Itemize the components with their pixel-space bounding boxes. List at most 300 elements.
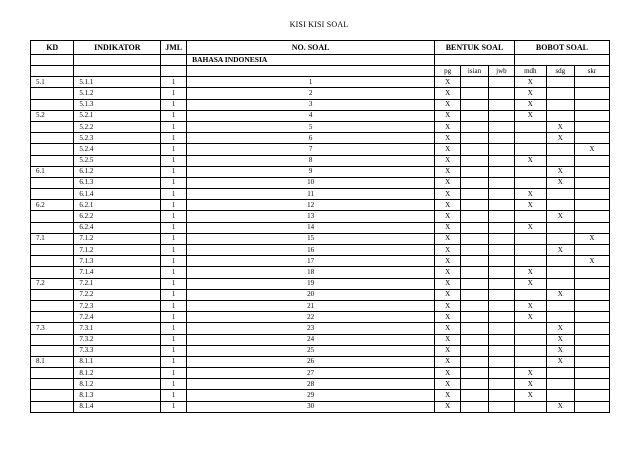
jml-cell: 1 [161, 334, 187, 345]
jml-cell: 1 [161, 267, 187, 278]
mdh-cell [514, 121, 546, 132]
jml-cell: 1 [161, 155, 187, 166]
isian-cell [461, 88, 489, 99]
table-row [31, 155, 610, 166]
empty-cell [74, 66, 161, 77]
table-row [31, 368, 610, 379]
mdh-cell [514, 211, 546, 222]
indikator-cell: 8.1.1 [74, 356, 161, 367]
jml-cell: 1 [161, 245, 187, 256]
jml-cell: 1 [161, 211, 187, 222]
header-bentuk-soal: BENTUK SOAL [435, 41, 515, 55]
subheader-sdg: sdg [546, 66, 574, 77]
isian-cell [461, 323, 489, 334]
jml-cell: 1 [161, 88, 187, 99]
kd-cell [31, 390, 74, 401]
no-soal-cell: 5 [187, 121, 435, 132]
indikator-cell: 7.2.4 [74, 312, 161, 323]
sdg-cell: X [546, 133, 574, 144]
jwb-cell [488, 300, 514, 311]
kd-cell [31, 121, 74, 132]
header-row [31, 41, 610, 55]
isian-cell [461, 110, 489, 121]
indikator-cell: 7.1.3 [74, 256, 161, 267]
kd-cell: 6.1 [31, 166, 74, 177]
skr-cell [574, 189, 609, 200]
isian-cell [461, 379, 489, 390]
indikator-cell: 6.1.3 [74, 177, 161, 188]
mdh-cell: X [514, 99, 546, 110]
indikator-cell: 8.1.2 [74, 379, 161, 390]
isian-cell [461, 267, 489, 278]
mdh-cell: X [514, 312, 546, 323]
mdh-cell: X [514, 200, 546, 211]
mdh-cell [514, 345, 546, 356]
no-soal-cell: 24 [187, 334, 435, 345]
no-soal-cell: 6 [187, 133, 435, 144]
skr-cell [574, 323, 609, 334]
table-row [31, 166, 610, 177]
header-indikator: INDIKATOR [74, 41, 161, 55]
isian-cell [461, 256, 489, 267]
jml-cell: 1 [161, 222, 187, 233]
indikator-cell: 7.3.1 [74, 323, 161, 334]
no-soal-cell: 25 [187, 345, 435, 356]
jwb-cell [488, 177, 514, 188]
kd-cell [31, 368, 74, 379]
jml-cell: 1 [161, 166, 187, 177]
no-soal-cell: 4 [187, 110, 435, 121]
jml-cell: 1 [161, 323, 187, 334]
jwb-cell [488, 133, 514, 144]
jml-cell: 1 [161, 278, 187, 289]
no-soal-cell: 28 [187, 379, 435, 390]
table-row [31, 334, 610, 345]
table-row [31, 200, 610, 211]
pg-cell: X [435, 121, 461, 132]
isian-cell [461, 368, 489, 379]
table-row [31, 133, 610, 144]
subject-row [31, 55, 610, 66]
pg-cell: X [435, 233, 461, 244]
jwb-cell [488, 189, 514, 200]
table-row [31, 144, 610, 155]
isian-cell [461, 401, 489, 412]
sdg-cell [546, 155, 574, 166]
isian-cell [461, 99, 489, 110]
empty-cell [514, 55, 609, 66]
skr-cell [574, 356, 609, 367]
mdh-cell [514, 356, 546, 367]
empty-cell [31, 66, 74, 77]
jwb-cell [488, 200, 514, 211]
kd-cell: 5.2 [31, 110, 74, 121]
indikator-cell: 7.1.2 [74, 233, 161, 244]
skr-cell [574, 99, 609, 110]
indikator-cell: 5.2.2 [74, 121, 161, 132]
sdg-cell [546, 189, 574, 200]
no-soal-cell: 8 [187, 155, 435, 166]
kd-cell [31, 99, 74, 110]
skr-cell: X [574, 233, 609, 244]
mdh-cell: X [514, 77, 546, 88]
jwb-cell [488, 88, 514, 99]
skr-cell [574, 245, 609, 256]
jwb-cell [488, 121, 514, 132]
table-row [31, 99, 610, 110]
pg-cell: X [435, 99, 461, 110]
pg-cell: X [435, 144, 461, 155]
table-row [31, 312, 610, 323]
jwb-cell [488, 312, 514, 323]
jwb-cell [488, 256, 514, 267]
skr-cell [574, 166, 609, 177]
sdg-cell [546, 77, 574, 88]
no-soal-cell: 21 [187, 300, 435, 311]
jml-cell: 1 [161, 200, 187, 211]
jwb-cell [488, 77, 514, 88]
subheader-mdh: mdh [514, 66, 546, 77]
isian-cell [461, 77, 489, 88]
jwb-cell [488, 356, 514, 367]
isian-cell [461, 177, 489, 188]
isian-cell [461, 211, 489, 222]
isian-cell [461, 312, 489, 323]
indikator-cell: 6.2.4 [74, 222, 161, 233]
indikator-cell: 5.1.2 [74, 88, 161, 99]
pg-cell: X [435, 300, 461, 311]
jwb-cell [488, 401, 514, 412]
pg-cell: X [435, 155, 461, 166]
isian-cell [461, 200, 489, 211]
skr-cell [574, 110, 609, 121]
mdh-cell: X [514, 110, 546, 121]
kd-cell [31, 289, 74, 300]
kd-cell [31, 256, 74, 267]
jml-cell: 1 [161, 300, 187, 311]
pg-cell: X [435, 177, 461, 188]
jwb-cell [488, 267, 514, 278]
isian-cell [461, 334, 489, 345]
sdg-cell [546, 267, 574, 278]
no-soal-cell: 13 [187, 211, 435, 222]
isian-cell [461, 278, 489, 289]
no-soal-cell: 22 [187, 312, 435, 323]
jml-cell: 1 [161, 379, 187, 390]
kd-cell [31, 334, 74, 345]
sdg-cell [546, 379, 574, 390]
empty-cell [31, 55, 74, 66]
jwb-cell [488, 390, 514, 401]
isian-cell [461, 166, 489, 177]
mdh-cell [514, 334, 546, 345]
skr-cell [574, 289, 609, 300]
sdg-cell: X [546, 211, 574, 222]
indikator-cell: 7.2.3 [74, 300, 161, 311]
jwb-cell [488, 166, 514, 177]
mdh-cell [514, 177, 546, 188]
table-row [31, 278, 610, 289]
subheader-jwb: jwb [488, 66, 514, 77]
no-soal-cell: 2 [187, 88, 435, 99]
isian-cell [461, 155, 489, 166]
pg-cell: X [435, 88, 461, 99]
no-soal-cell: 29 [187, 390, 435, 401]
table-row [31, 233, 610, 244]
kd-cell: 7.3 [31, 323, 74, 334]
indikator-cell: 6.1.2 [74, 166, 161, 177]
pg-cell: X [435, 312, 461, 323]
mdh-cell [514, 323, 546, 334]
jml-cell: 1 [161, 401, 187, 412]
jml-cell: 1 [161, 177, 187, 188]
jml-cell: 1 [161, 368, 187, 379]
jml-cell: 1 [161, 110, 187, 121]
pg-cell: X [435, 267, 461, 278]
skr-cell [574, 368, 609, 379]
mdh-cell [514, 256, 546, 267]
table-row [31, 189, 610, 200]
mdh-cell: X [514, 222, 546, 233]
skr-cell [574, 390, 609, 401]
subheader-skr: skr [574, 66, 609, 77]
indikator-cell: 8.1.3 [74, 390, 161, 401]
skr-cell [574, 211, 609, 222]
sdg-cell: X [546, 334, 574, 345]
no-soal-cell: 11 [187, 189, 435, 200]
indikator-cell: 5.1.1 [74, 77, 161, 88]
empty-cell [161, 66, 187, 77]
pg-cell: X [435, 166, 461, 177]
skr-cell [574, 222, 609, 233]
sdg-cell [546, 233, 574, 244]
indikator-cell: 7.2.2 [74, 289, 161, 300]
sdg-cell [546, 110, 574, 121]
jwb-cell [488, 278, 514, 289]
empty-cell [74, 55, 161, 66]
sdg-cell [546, 300, 574, 311]
table-row [31, 379, 610, 390]
mdh-cell: X [514, 390, 546, 401]
jml-cell: 1 [161, 144, 187, 155]
table-row [31, 177, 610, 188]
no-soal-cell: 15 [187, 233, 435, 244]
kd-cell [31, 133, 74, 144]
isian-cell [461, 289, 489, 300]
kd-cell [31, 401, 74, 412]
pg-cell: X [435, 323, 461, 334]
pg-cell: X [435, 133, 461, 144]
jwb-cell [488, 323, 514, 334]
skr-cell [574, 200, 609, 211]
skr-cell [574, 300, 609, 311]
table-row [31, 390, 610, 401]
sdg-cell [546, 312, 574, 323]
mdh-cell: X [514, 278, 546, 289]
jwb-cell [488, 245, 514, 256]
mdh-cell [514, 245, 546, 256]
mdh-cell [514, 401, 546, 412]
no-soal-cell: 9 [187, 166, 435, 177]
no-soal-cell: 23 [187, 323, 435, 334]
jml-cell: 1 [161, 345, 187, 356]
indikator-cell: 7.3.3 [74, 345, 161, 356]
table-row [31, 300, 610, 311]
kisi-kisi-table [30, 40, 610, 413]
sdg-cell: X [546, 401, 574, 412]
no-soal-cell: 17 [187, 256, 435, 267]
mdh-cell [514, 289, 546, 300]
sdg-cell [546, 99, 574, 110]
kd-cell: 7.1 [31, 233, 74, 244]
kd-cell [31, 267, 74, 278]
indikator-cell: 8.1.4 [74, 401, 161, 412]
table-row [31, 222, 610, 233]
table-row [31, 401, 610, 412]
indikator-cell: 6.1.4 [74, 189, 161, 200]
indikator-cell: 7.1.4 [74, 267, 161, 278]
kd-cell [31, 211, 74, 222]
jwb-cell [488, 99, 514, 110]
pg-cell: X [435, 356, 461, 367]
jwb-cell [488, 379, 514, 390]
header-bobot-soal: BOBOT SOAL [514, 41, 609, 55]
mdh-cell: X [514, 368, 546, 379]
pg-cell: X [435, 334, 461, 345]
sdg-cell: X [546, 289, 574, 300]
kd-cell [31, 144, 74, 155]
table-row [31, 267, 610, 278]
subheader-pg: pg [435, 66, 461, 77]
no-soal-cell: 14 [187, 222, 435, 233]
pg-cell: X [435, 189, 461, 200]
kd-cell: 6.2 [31, 200, 74, 211]
pg-cell: X [435, 77, 461, 88]
indikator-cell: 6.2.1 [74, 200, 161, 211]
sdg-cell [546, 278, 574, 289]
mdh-cell: X [514, 267, 546, 278]
pg-cell: X [435, 379, 461, 390]
mdh-cell: X [514, 88, 546, 99]
mdh-cell [514, 144, 546, 155]
table-body [31, 41, 610, 413]
kd-cell [31, 245, 74, 256]
table-row [31, 77, 610, 88]
indikator-cell: 7.1.2 [74, 245, 161, 256]
kd-cell [31, 379, 74, 390]
isian-cell [461, 300, 489, 311]
jml-cell: 1 [161, 133, 187, 144]
kd-cell: 8.1 [31, 356, 74, 367]
indikator-cell: 5.2.4 [74, 144, 161, 155]
isian-cell [461, 245, 489, 256]
empty-cell [161, 55, 187, 66]
skr-cell [574, 334, 609, 345]
isian-cell [461, 189, 489, 200]
sdg-cell [546, 144, 574, 155]
kd-cell [31, 155, 74, 166]
no-soal-cell: 18 [187, 267, 435, 278]
pg-cell: X [435, 110, 461, 121]
skr-cell [574, 133, 609, 144]
mdh-cell: X [514, 300, 546, 311]
skr-cell [574, 312, 609, 323]
jwb-cell [488, 368, 514, 379]
indikator-cell: 7.3.2 [74, 334, 161, 345]
no-soal-cell: 27 [187, 368, 435, 379]
isian-cell [461, 121, 489, 132]
jml-cell: 1 [161, 289, 187, 300]
mdh-cell [514, 166, 546, 177]
skr-cell [574, 267, 609, 278]
sdg-cell: X [546, 121, 574, 132]
isian-cell [461, 222, 489, 233]
jml-cell: 1 [161, 312, 187, 323]
pg-cell: X [435, 245, 461, 256]
jwb-cell [488, 155, 514, 166]
kd-cell [31, 345, 74, 356]
kd-cell [31, 88, 74, 99]
indikator-cell: 6.2.2 [74, 211, 161, 222]
indikator-cell: 5.2.1 [74, 110, 161, 121]
sdg-cell [546, 390, 574, 401]
jml-cell: 1 [161, 121, 187, 132]
kd-cell [31, 312, 74, 323]
jwb-cell [488, 334, 514, 345]
subheader-row [31, 66, 610, 77]
skr-cell [574, 401, 609, 412]
indikator-cell: 8.1.2 [74, 368, 161, 379]
sdg-cell [546, 256, 574, 267]
skr-cell [574, 77, 609, 88]
header-jml: JML [161, 41, 187, 55]
indikator-cell: 5.1.3 [74, 99, 161, 110]
kd-cell [31, 189, 74, 200]
skr-cell [574, 88, 609, 99]
table-row [31, 245, 610, 256]
mdh-cell [514, 133, 546, 144]
table-row [31, 211, 610, 222]
jml-cell: 1 [161, 189, 187, 200]
jwb-cell [488, 110, 514, 121]
jml-cell: 1 [161, 233, 187, 244]
pg-cell: X [435, 211, 461, 222]
sdg-cell: X [546, 177, 574, 188]
no-soal-cell: 30 [187, 401, 435, 412]
pg-cell: X [435, 368, 461, 379]
no-soal-cell: 1 [187, 77, 435, 88]
mdh-cell: X [514, 155, 546, 166]
sdg-cell [546, 222, 574, 233]
kd-cell: 7.2 [31, 278, 74, 289]
subject-label: BAHASA INDONESIA [187, 55, 435, 66]
pg-cell: X [435, 390, 461, 401]
kd-cell: 5.1 [31, 77, 74, 88]
indikator-cell: 7.2.1 [74, 278, 161, 289]
table-row [31, 110, 610, 121]
jwb-cell [488, 345, 514, 356]
jml-cell: 1 [161, 99, 187, 110]
header-kd: KD [31, 41, 74, 55]
table-row [31, 345, 610, 356]
sdg-cell [546, 88, 574, 99]
table-row [31, 289, 610, 300]
empty-cell [435, 55, 515, 66]
pg-cell: X [435, 222, 461, 233]
no-soal-cell: 3 [187, 99, 435, 110]
pg-cell: X [435, 278, 461, 289]
no-soal-cell: 12 [187, 200, 435, 211]
